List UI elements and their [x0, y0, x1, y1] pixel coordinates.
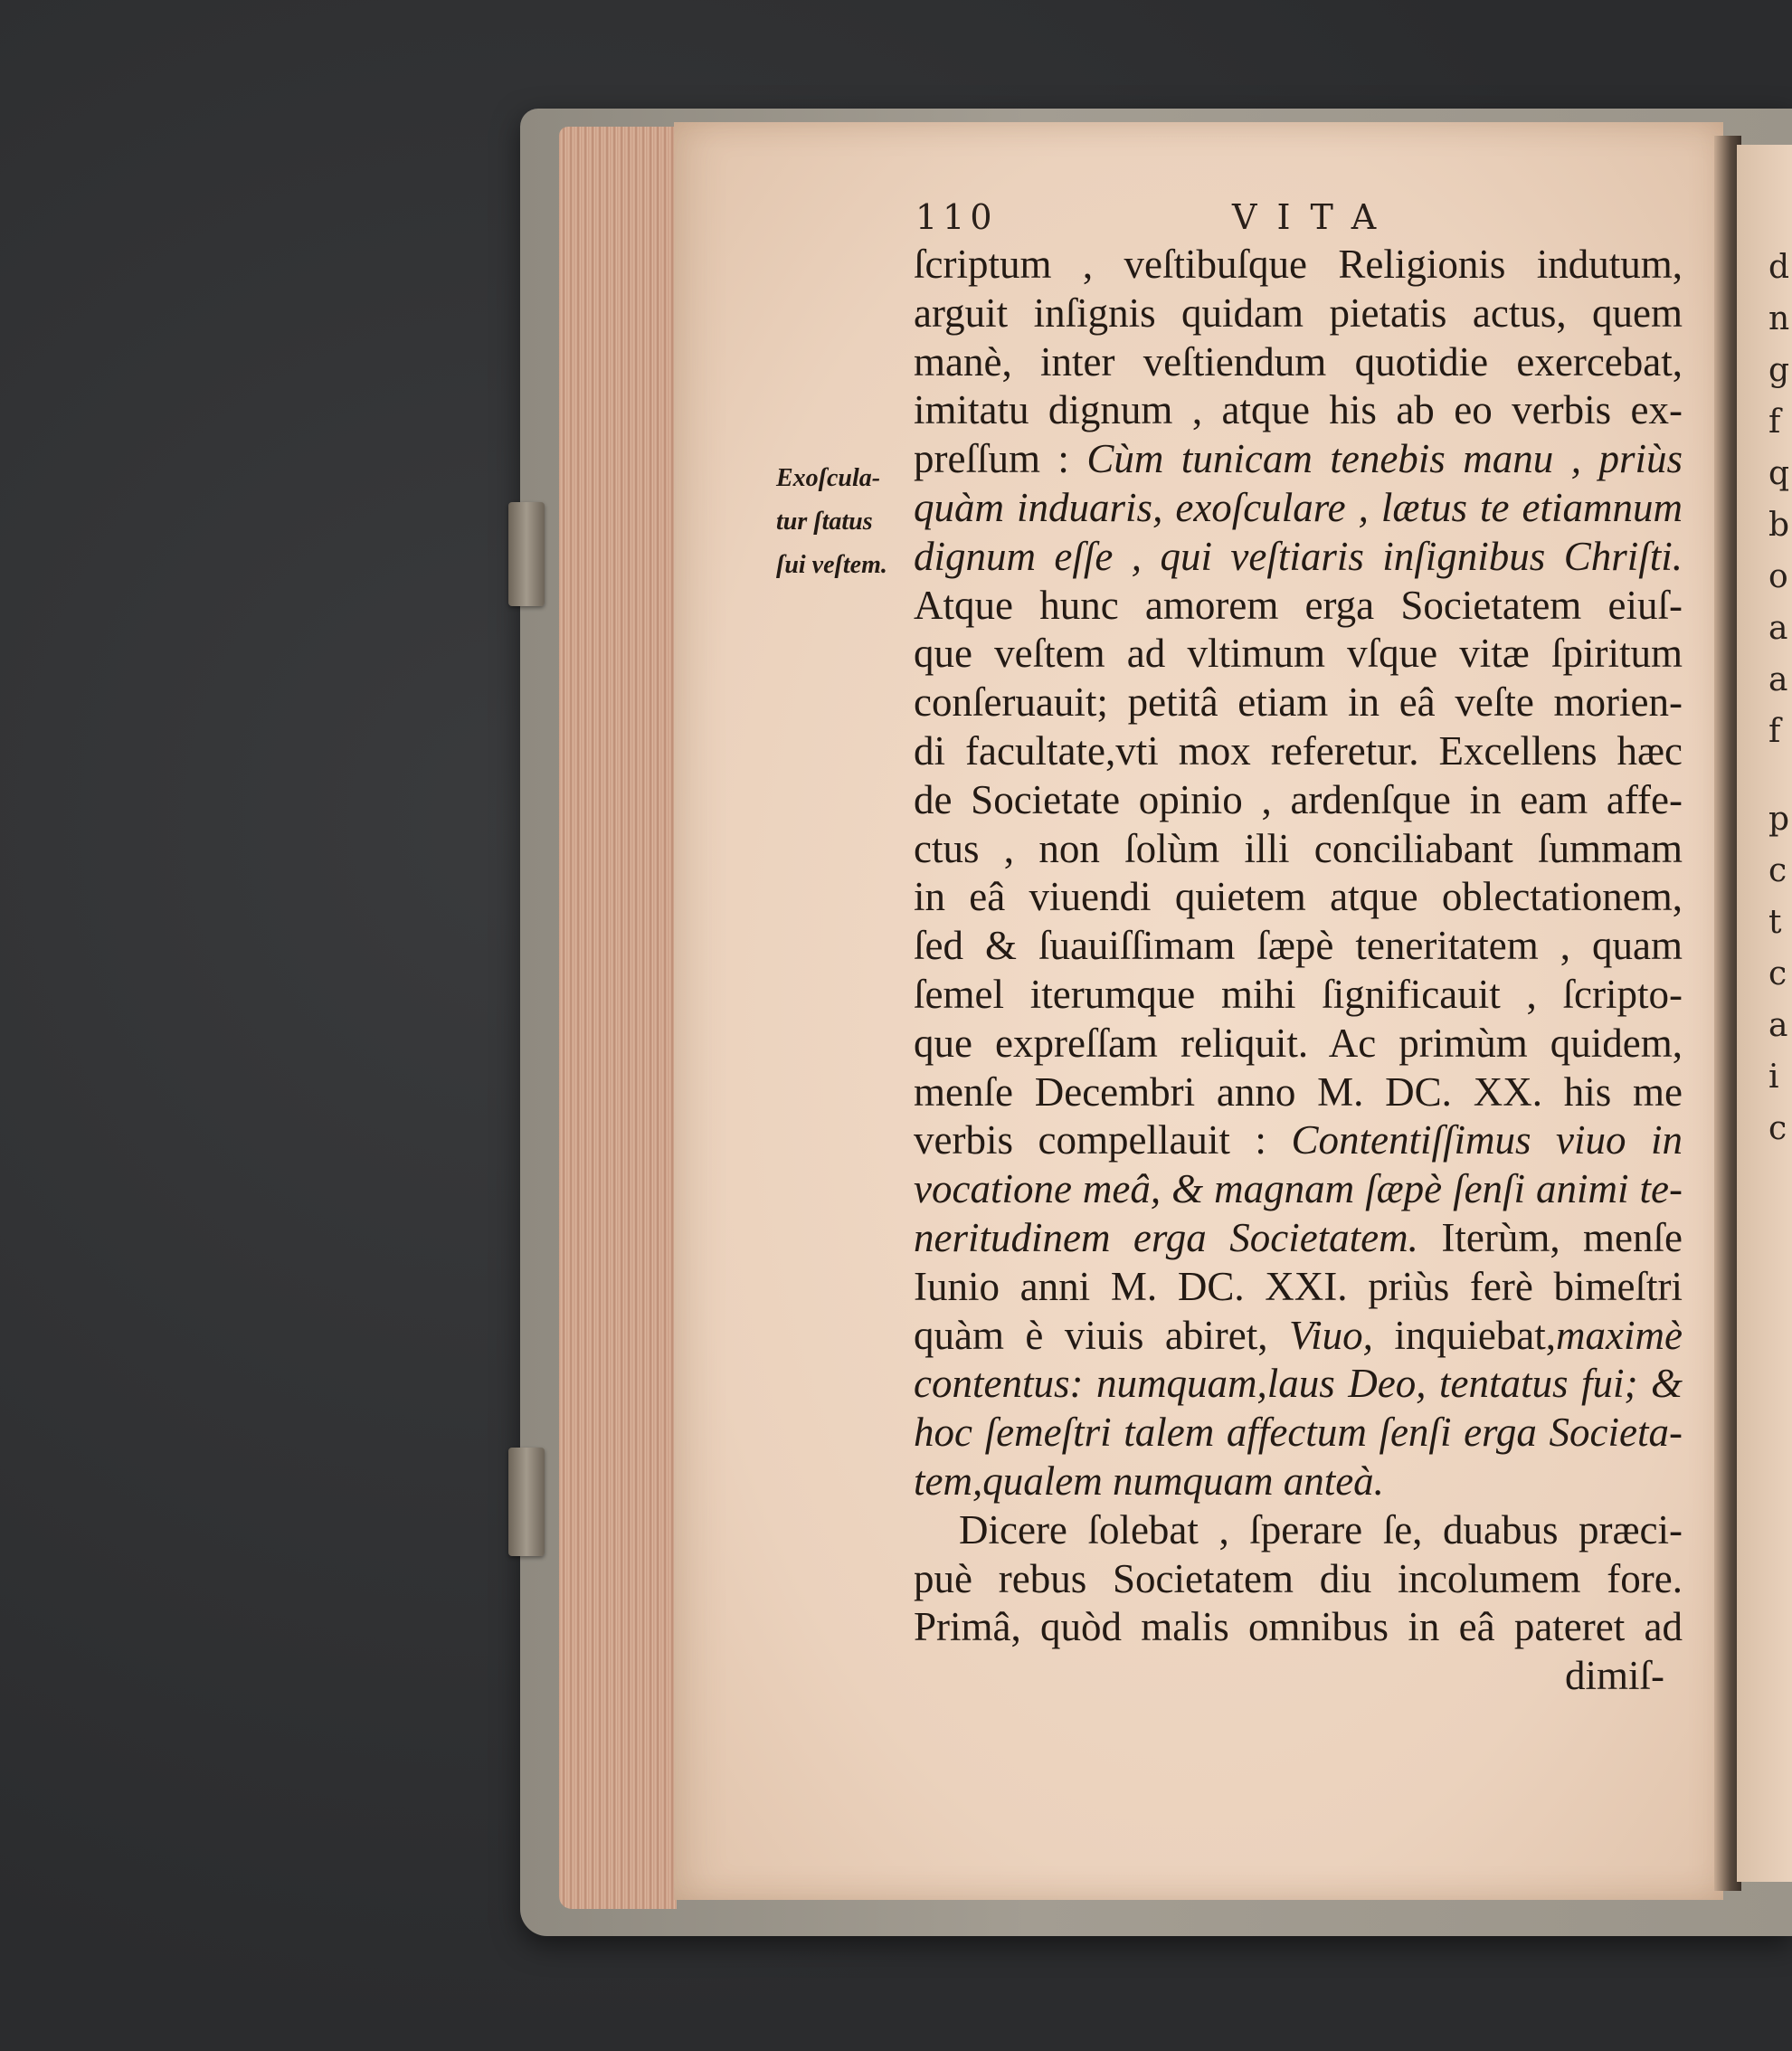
text-line: [914, 484, 1683, 533]
edge-letter: f: [1768, 404, 1781, 441]
text-line: [914, 873, 1683, 922]
text-span: Atque hunc amorem erga Societatem eiuſ-: [914, 582, 1683, 628]
text-line: [914, 533, 1683, 582]
text-span: quàm è viuis abiret,: [914, 1312, 1289, 1358]
clasp-top: [508, 502, 545, 606]
text-span: Primâ, quòd malis omnibus in eâ pateret ad: [914, 1604, 1683, 1650]
text-line: [914, 1165, 1683, 1214]
edge-letter: b: [1768, 507, 1790, 544]
text-line: [914, 1116, 1683, 1165]
text-span: manè, inter veſtiendum quotidie exercebat,: [914, 338, 1683, 385]
text-line: [914, 386, 1683, 435]
edge-letter: a: [1768, 610, 1788, 647]
page-number: 110: [915, 197, 998, 237]
text-span: his me: [1541, 1068, 1683, 1115]
edge-letter: i: [1768, 1059, 1779, 1096]
edge-letter: c: [1768, 1110, 1787, 1147]
text-span: que veſtem ad vltimum vſque vitæ ſpiritum: [914, 631, 1683, 677]
edge-letter: c: [1768, 852, 1787, 889]
edge-letter: f: [1768, 713, 1781, 750]
text-span: di facultate,vti mox referetur. Excellens hæc: [914, 727, 1683, 774]
text-span: Iunio anni: [914, 1263, 1111, 1309]
text-line: [914, 1312, 1683, 1361]
catchword: dimiſ-: [1565, 1653, 1664, 1699]
italic-span: maximè: [1556, 1312, 1683, 1358]
italic-span: contentus: numquam,laus Deo, tentatus fui; &: [914, 1361, 1683, 1407]
text-span: Iterùm, menſe: [1417, 1214, 1683, 1260]
margin-note: [776, 457, 921, 587]
italic-span: hoc ſemeſtri talem affectum ſenſi erga Societa-: [914, 1410, 1683, 1456]
margin-note-line: Exoſcula-: [776, 464, 881, 492]
text-span: inquiebat,: [1372, 1312, 1557, 1358]
edge-letter: p: [1768, 801, 1790, 838]
italic-span: dignum eſſe , qui veſtiaris inſignibus Chriſti.: [914, 533, 1683, 579]
text-line: [914, 1506, 1683, 1555]
text-span: ſcriptum , veſtibuſque Religionis indutum,: [914, 242, 1683, 287]
text-span: arguit inſignis quidam pietatis actus, quem: [914, 290, 1683, 336]
body-text: [914, 241, 1683, 1701]
edge-letter: o: [1768, 558, 1788, 595]
text-line: [914, 679, 1683, 727]
smallcaps-span: M. DC. XXI.: [1110, 1263, 1348, 1309]
text-line: [914, 922, 1683, 971]
edge-letter: d: [1768, 249, 1790, 286]
text-line: [914, 825, 1683, 874]
margin-note-line: ſui veſtem.: [776, 551, 887, 579]
text-line: [914, 290, 1683, 338]
text-line: [914, 1068, 1683, 1117]
text-line: [914, 435, 1683, 484]
text-span: ctus , non ſolùm illi conciliabant ſummam: [914, 825, 1683, 871]
margin-note-line: tur ſtatus: [776, 508, 873, 536]
text-line: [914, 1555, 1683, 1604]
text-line: [914, 630, 1683, 679]
edge-letter: t: [1768, 904, 1782, 941]
text-span: ſemel iterumque mihi ſignificauit , ſcripto-: [914, 971, 1683, 1017]
italic-span: quàm induaris, exoſculare , lætus te etiamnum: [914, 484, 1683, 530]
text-line: [914, 1214, 1683, 1263]
text-line: [914, 338, 1683, 387]
text-line: [914, 971, 1683, 1020]
edge-letter: g: [1768, 352, 1790, 389]
text-span: in eâ viuendi quietem atque oblectationem,: [914, 874, 1683, 920]
edge-letter: a: [1768, 661, 1788, 698]
text-span: que expreſſam reliquit. Ac primùm quidem,: [914, 1020, 1683, 1066]
running-head: VITA: [1232, 197, 1397, 237]
text-span: ſed & ſuauiſſimam ſæpè teneritatem , quam: [914, 923, 1683, 969]
page-edges: [559, 127, 677, 1909]
text-span: preſſum :: [914, 436, 1087, 482]
edge-letter: c: [1768, 955, 1787, 992]
italic-span: Contentiſſimus viuo in: [1291, 1117, 1683, 1163]
text-span: verbis compellauit :: [914, 1117, 1292, 1163]
text-line: [914, 776, 1683, 825]
text-line: [914, 1360, 1683, 1409]
italic-span: neritudinem erga Societatem.: [914, 1214, 1418, 1260]
edge-letter: q: [1768, 455, 1790, 492]
smallcaps-span: M. DC. XX.: [1317, 1068, 1542, 1115]
text-span: de Societate opinio , ardenſque in eam affe-: [914, 776, 1683, 822]
text-line: [914, 582, 1683, 631]
text-line: [914, 727, 1683, 776]
text-line: [914, 1458, 1683, 1506]
text-line: [914, 241, 1683, 290]
italic-span: Viuo,: [1288, 1312, 1373, 1358]
clasp-bottom: [508, 1448, 545, 1556]
edge-letter: n: [1768, 300, 1790, 337]
text-span: Dicere ſolebat , ſperare ſe, duabus præci-: [959, 1506, 1683, 1552]
italic-span: Cùm tunicam tenebis manu , priùs: [1086, 436, 1683, 482]
italic-span: vocatione meâ, & magnam ſæpè ſenſi animi te-: [914, 1166, 1683, 1212]
text-line: [914, 1020, 1683, 1068]
text-line: [914, 1263, 1683, 1312]
italic-span: tem,qualem numquam anteà.: [914, 1458, 1384, 1504]
text-span: imitatu dignum , atque his ab eo verbis ex-: [914, 387, 1683, 433]
text-span: menſe Decembri anno: [914, 1068, 1318, 1115]
text-line: [914, 1409, 1683, 1458]
text-line: [914, 1603, 1683, 1652]
text-span: conſeruauit; petitâ etiam in eâ veſte morien-: [914, 679, 1683, 726]
text-span: puè rebus Societatem diu incolumem fore.: [914, 1555, 1683, 1601]
text-span: priùs ferè bimeſtri: [1347, 1263, 1683, 1309]
edge-letter: a: [1768, 1007, 1788, 1044]
